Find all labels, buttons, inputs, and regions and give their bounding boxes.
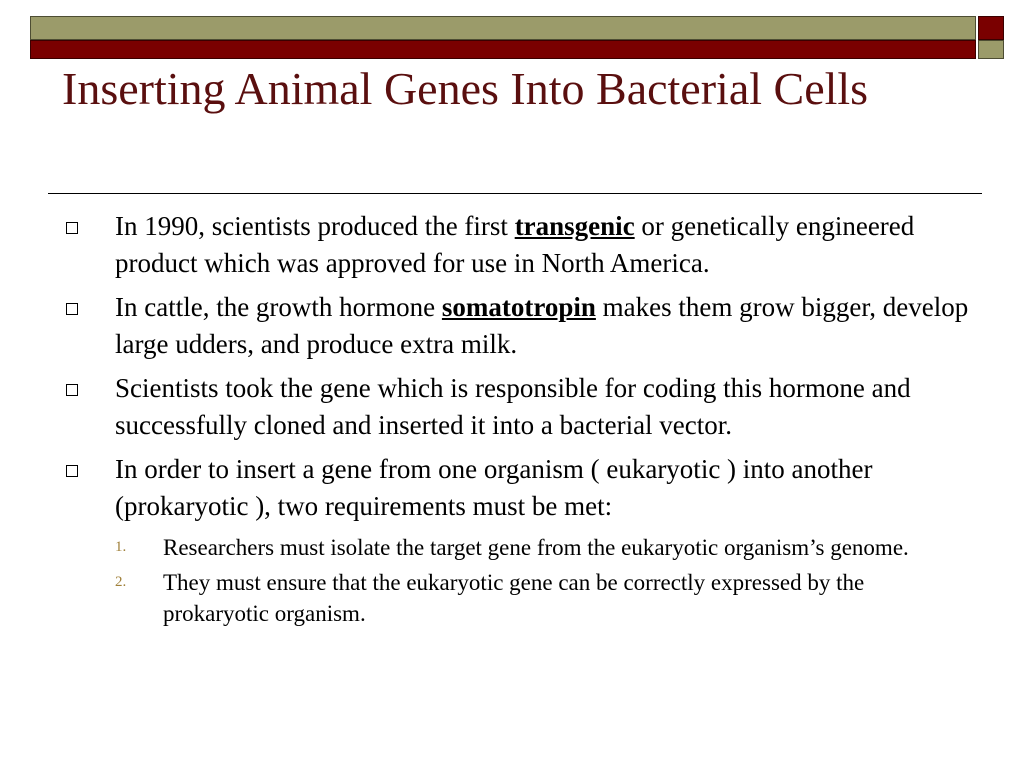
bullet-text: In order to insert a gene from one organism ( eukaryotic ) into another (prokaryotic ), two requirements must be met: (115, 454, 873, 521)
bullet-item (62, 451, 974, 525)
numbered-sub-item (62, 567, 974, 629)
square-bullet-icon (66, 222, 78, 234)
decorative-olive-band (30, 16, 976, 40)
sub-item-text: Researchers must isolate the target gene from the eukaryotic organism’s genome. (163, 535, 909, 560)
sub-item-text: They must ensure that the eukaryotic gene can be correctly expressed by the prokaryotic organism. (163, 570, 865, 626)
bullet-item (62, 370, 974, 444)
square-bullet-icon (66, 465, 78, 477)
slide-body (62, 208, 974, 633)
bullet-item (62, 289, 974, 363)
square-bullet-icon (66, 384, 78, 396)
decorative-maroon-band (30, 40, 976, 59)
title-divider (48, 193, 982, 194)
bullet-text: makes them grow bigger, develop large udders, and produce extra milk. (115, 292, 969, 359)
key-term: transgenic (514, 211, 635, 241)
bullet-text: Scientists took the gene which is responsible for coding this hormone and successfully cloned and inserted it into a bacterial vector. (115, 373, 911, 440)
bullet-text: In 1990, scientists produced the first (115, 211, 515, 241)
sub-item-number: 2. (115, 574, 127, 590)
decorative-corner-olive (978, 40, 1004, 59)
slide-title: Inserting Animal Genes Into Bacterial Cells (62, 63, 869, 114)
bullet-text: In cattle, the growth hormone (115, 292, 442, 322)
sub-item-number: 1. (115, 539, 127, 555)
key-term: somatotropin (441, 292, 596, 322)
decorative-corner-maroon (978, 16, 1004, 40)
bullet-item (62, 208, 974, 282)
square-bullet-icon (66, 303, 78, 315)
bullet-text: or genetically engineered product which was approved for use in North America. (115, 211, 915, 278)
numbered-sub-item (62, 532, 974, 563)
